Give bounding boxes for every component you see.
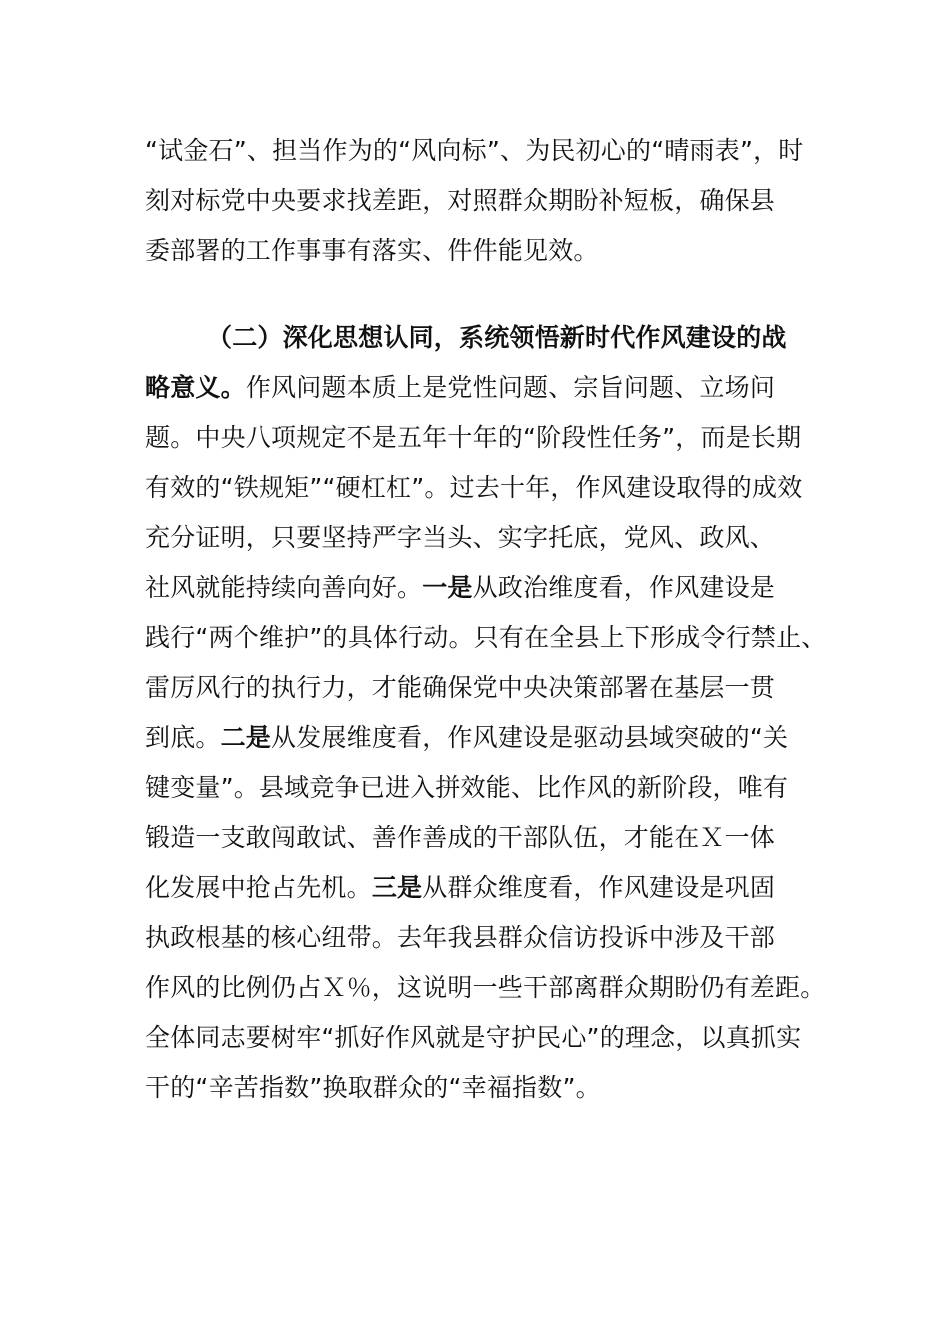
body-text: 到底。 (145, 723, 221, 752)
text-line: 有效的“铁规矩”“硬杠杠”。过去十年，作风建设取得的成效 (145, 473, 803, 502)
text-line (145, 313, 845, 363)
paragraph-1 (145, 126, 845, 276)
body-text: 从政治维度看，作风建设是 (472, 573, 776, 602)
body-text: 社风就能持续向善向好。 (145, 573, 423, 602)
text-line: 雷厉风行的执行力，才能确保党中央决策部署在基层一贯 (145, 673, 776, 702)
body-text: 化发展中抢占先机。 (145, 873, 372, 902)
text-line: 键变量”。县域竞争已进入拼效能、比作风的新阶段，唯有 (145, 773, 789, 802)
body-text: 从群众维度看，作风建设是巩固 (422, 873, 776, 902)
text-line (145, 563, 845, 613)
text-line: 委部署的工作事事有落实、件件能见效。 (145, 236, 599, 265)
text-line: 执政根基的核心纽带。去年我县群众信访投诉中涉及干部 (145, 923, 776, 952)
bold-marker-second: 二是 (220, 723, 272, 752)
paragraph-2 (145, 313, 845, 1113)
text-line: 锻造一支敢闯敢试、善作善成的干部队伍，才能在Ｘ一体 (145, 823, 776, 852)
text-line: 作风的比例仍占Ｘ％，这说明一些干部离群众期盼仍有差距。 (145, 973, 826, 1002)
body-text: 从发展维度看，作风建设是驱动县域突破的“关 (271, 723, 789, 752)
text-line: 干的“辛苦指数”换取群众的“幸福指数”。 (145, 1073, 601, 1102)
text-line: 践行“两个维护”的具体行动。只有在全县上下形成令行禁止、 (145, 623, 827, 652)
text-line: 刻对标党中央要求找差距，对照群众期盼补短板，确保县 (145, 186, 776, 215)
text-line: “试金石”、担当作为的“风向标”、为民初心的“晴雨表”，时 (145, 136, 804, 165)
text-line: 题。中央八项规定不是五年十年的“阶段性任务”，而是长期 (145, 423, 802, 452)
section-heading-end: 略意义。 (145, 373, 246, 402)
text-line: 充分证明，只要坚持严字当头、实字托底，党风、政风、 (145, 523, 776, 552)
bold-marker-first: 一是 (422, 573, 473, 602)
section-heading: （二）深化思想认同，系统领悟新时代作风建设的战 (207, 323, 787, 352)
text-line (145, 713, 845, 763)
text-line (145, 363, 845, 413)
body-text: 作风问题本质上是党性问题、宗旨问题、立场问 (245, 373, 776, 402)
text-line: 全体同志要树牢“抓好作风就是守护民心”的理念，以真抓实 (145, 1023, 802, 1052)
text-line (145, 863, 845, 913)
bold-marker-third: 三是 (371, 873, 423, 902)
